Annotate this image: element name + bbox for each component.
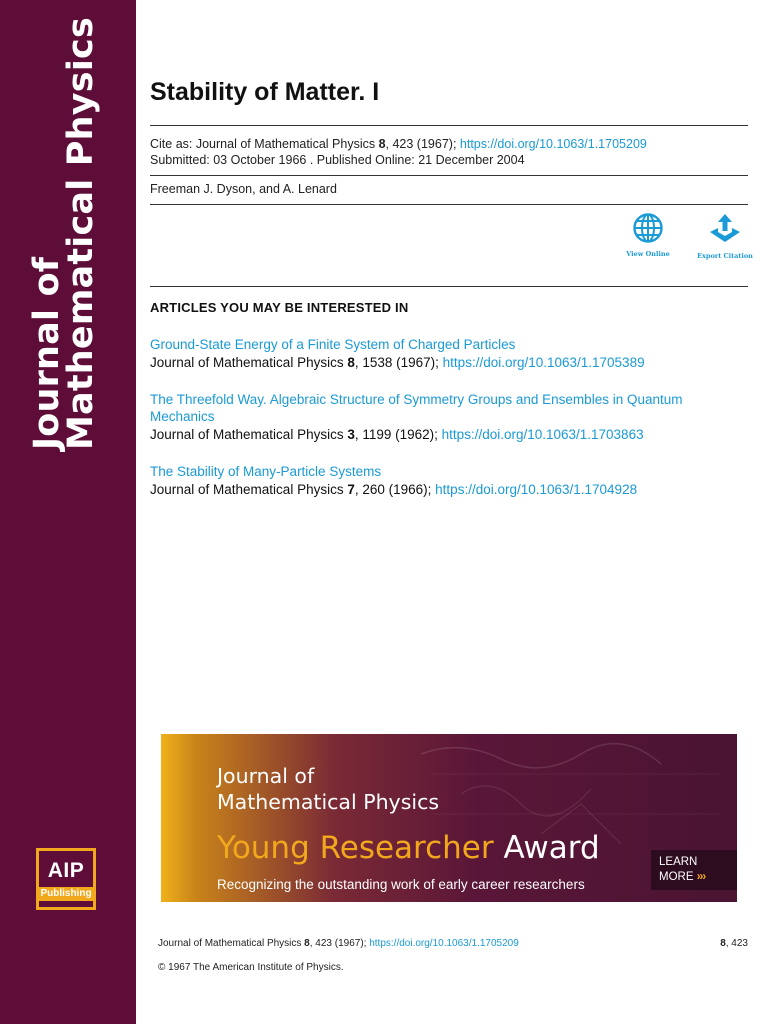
divider — [150, 286, 748, 287]
related-article — [150, 336, 748, 371]
banner-journal-line2: Mathematical Physics — [217, 790, 440, 814]
banner-award-highlight: Young Researcher — [217, 830, 494, 866]
related-journal: Journal of Mathematical Physics — [150, 427, 348, 442]
related-journal: Journal of Mathematical Physics — [150, 482, 348, 497]
citation-volume: 8 — [378, 137, 386, 151]
divider — [150, 175, 748, 176]
sidebar-journal-line2: Mathematical Physics — [61, 17, 101, 450]
aip-publishing-logo[interactable] — [36, 848, 96, 910]
learn-more-line1: LEARN — [659, 856, 698, 868]
related-article-citation — [150, 481, 748, 498]
footer-rest: , 423 (1967); — [309, 938, 370, 949]
related-volume: 8 — [347, 355, 355, 370]
related-doi-link[interactable]: https://doi.org/10.1063/1.1703863 — [441, 427, 644, 442]
footer-page-rest: , 423 — [725, 938, 748, 949]
banner-journal-line1: Journal of — [217, 764, 315, 788]
learn-more-line2: MORE — [659, 871, 694, 883]
footer-copyright: © 1967 The American Institute of Physics. — [158, 962, 344, 973]
young-researcher-award-banner[interactable] — [161, 734, 737, 902]
footer-page-number — [680, 938, 748, 949]
related-doi-link[interactable]: https://doi.org/10.1063/1.1704928 — [435, 482, 638, 497]
banner-subtitle: Recognizing the outstanding work of early career researchers — [217, 877, 585, 892]
citation-rest: , 423 (1967); — [385, 137, 460, 151]
sidebar-journal-title — [27, 17, 101, 450]
related-rest: , 1538 (1967); — [354, 355, 443, 370]
related-volume: 7 — [347, 482, 355, 497]
related-article-citation — [150, 426, 748, 443]
banner-award-title — [217, 830, 600, 866]
dates-line: Submitted: 03 October 1966 . Published Online: 21 December 2004 — [150, 153, 525, 167]
citation-prefix: Cite as: Journal of Mathematical Physics — [150, 137, 379, 151]
journal-sidebar — [0, 0, 136, 1024]
footer-page-volume: 8 — [720, 938, 726, 949]
divider — [150, 204, 748, 205]
article-title: Stability of Matter. I — [150, 78, 380, 106]
related-journal: Journal of Mathematical Physics — [150, 355, 348, 370]
footer-journal: Journal of Mathematical Physics — [158, 938, 305, 949]
learn-more-button[interactable] — [651, 850, 737, 890]
related-articles-heading: ARTICLES YOU MAY BE INTERESTED IN — [150, 300, 409, 315]
divider — [150, 125, 748, 126]
footer-volume: 8 — [304, 938, 310, 949]
footer-citation — [158, 938, 519, 949]
export-citation-label: Export Citation — [697, 252, 753, 260]
view-online-button[interactable] — [613, 212, 683, 258]
export-citation-button[interactable] — [690, 212, 760, 260]
related-article-title-link[interactable]: The Stability of Many-Particle Systems — [150, 464, 382, 479]
banner-award-rest: Award — [493, 830, 600, 866]
article-doi-link[interactable]: https://doi.org/10.1063/1.1705209 — [459, 137, 647, 151]
sidebar-journal-line1: Journal of — [27, 256, 67, 450]
related-doi-link[interactable]: https://doi.org/10.1063/1.1705389 — [442, 355, 645, 370]
related-article — [150, 391, 748, 443]
citation-line — [150, 136, 647, 152]
footer-doi-link[interactable]: https://doi.org/10.1063/1.1705209 — [369, 938, 519, 949]
related-article-citation — [150, 354, 748, 371]
export-icon — [707, 212, 743, 246]
related-article — [150, 463, 748, 498]
logo-subtext: Publishing — [40, 888, 92, 899]
related-rest: , 1199 (1962); — [354, 427, 442, 442]
authors-line: Freeman J. Dyson, and A. Lenard — [150, 182, 337, 196]
globe-icon — [632, 212, 664, 244]
chevrons-right-icon: ››› — [696, 871, 706, 883]
related-article-title-link[interactable]: Ground-State Energy of a Finite System of Charged Particles — [150, 337, 516, 352]
logo-text: AIP — [47, 859, 85, 882]
related-rest: , 260 (1966); — [354, 482, 436, 497]
view-online-label: View Online — [626, 250, 670, 258]
related-article-title-link[interactable]: The Threefold Way. Algebraic Structure of Symmetry Groups and Ensembles in Quantum Mechanics — [150, 392, 683, 424]
related-volume: 3 — [347, 427, 355, 442]
